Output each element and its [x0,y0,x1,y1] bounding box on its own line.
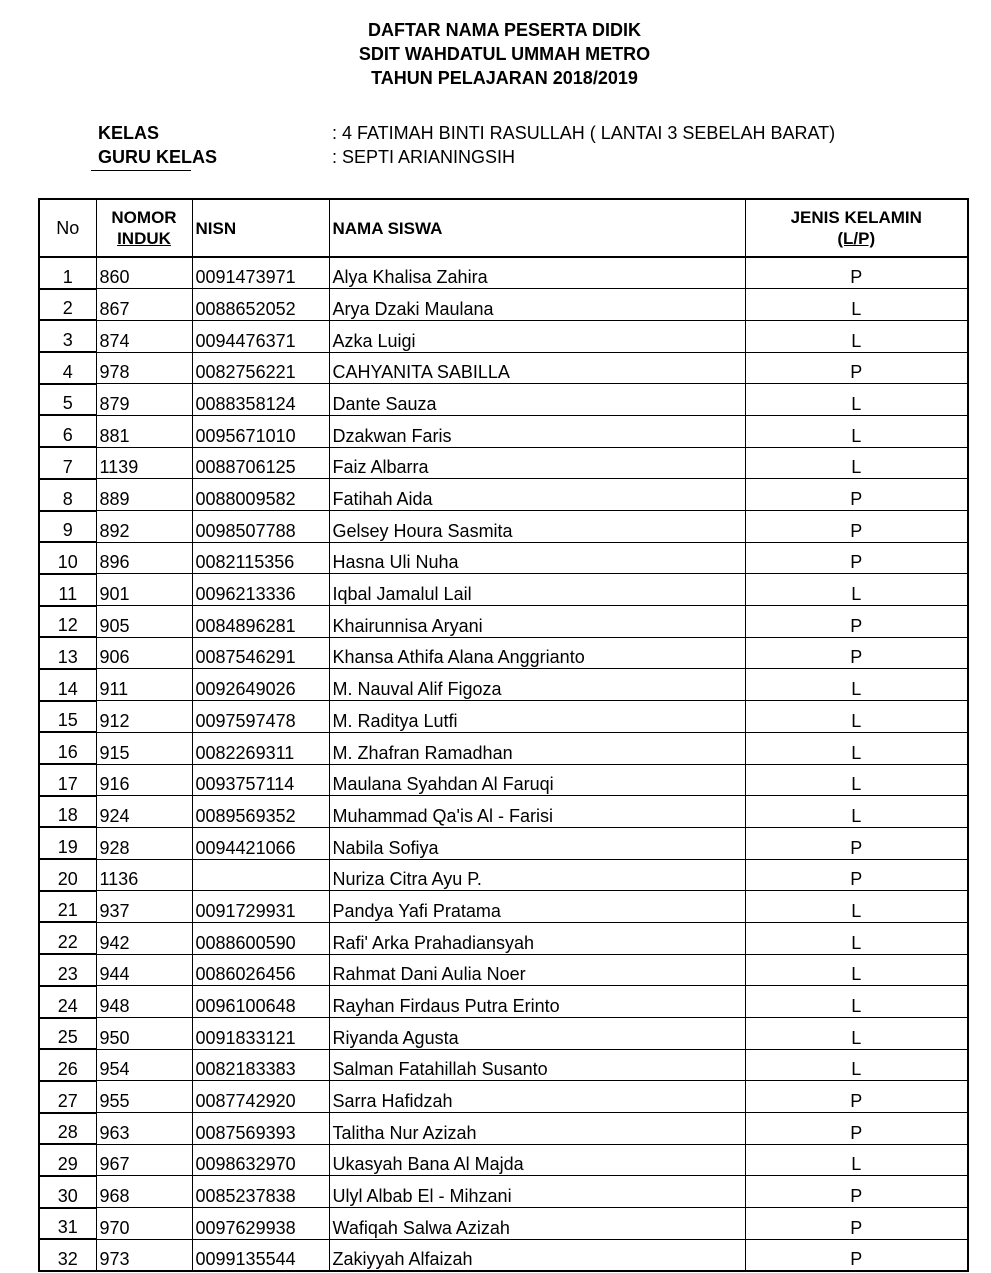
cell-nama-siswa: Maulana Syahdan Al Faruqi [329,764,745,796]
cell-jenis-kelamin: L [745,1049,968,1081]
cell-nomor-induk: 928 [96,827,192,859]
cell-no: 11 [39,574,96,606]
cell-jenis-kelamin: L [745,574,968,606]
table-row [39,542,968,574]
cell-jenis-kelamin: L [745,922,968,954]
cell-no: 14 [39,669,96,701]
header-nomor-line1: NOMOR [111,208,177,227]
cell-nomor-induk: 867 [96,289,192,321]
cell-nisn: 0096213336 [192,574,329,606]
cell-jenis-kelamin: L [745,415,968,447]
cell-no: 1 [39,257,96,289]
cell-no: 19 [39,827,96,859]
cell-nomor-induk: 901 [96,574,192,606]
cell-nama-siswa: Nabila Sofiya [329,827,745,859]
cell-nomor-induk: 896 [96,542,192,574]
cell-jenis-kelamin: P [745,479,968,511]
cell-no: 13 [39,637,96,669]
header-nama-siswa: NAMA SISWA [329,199,745,257]
cell-nisn: 0082756221 [192,352,329,384]
cell-nomor-induk: 906 [96,637,192,669]
cell-jenis-kelamin: L [745,732,968,764]
table-row [39,257,968,289]
cell-jenis-kelamin: P [745,1239,968,1271]
cell-nama-siswa: Sarra Hafidzah [329,1081,745,1113]
cell-no: 2 [39,289,96,321]
cell-nama-siswa: Alya Khalisa Zahira [329,257,745,289]
table-header-row [39,199,968,257]
cell-no: 16 [39,732,96,764]
cell-nisn: 0088358124 [192,384,329,416]
cell-nama-siswa: Dzakwan Faris [329,415,745,447]
cell-nama-siswa: Pandya Yafi Pratama [329,891,745,923]
table-row [39,289,968,321]
cell-no: 5 [39,384,96,416]
cell-no: 10 [39,542,96,574]
cell-no: 28 [39,1113,96,1145]
cell-jenis-kelamin: P [745,352,968,384]
cell-no: 6 [39,415,96,447]
cell-no: 31 [39,1208,96,1240]
header-nomor-line2: INDUK [117,229,171,248]
title-line-3: TAHUN PELAJARAN 2018/2019 [371,68,638,88]
cell-nisn: 0088652052 [192,289,329,321]
cell-nisn: 0091729931 [192,891,329,923]
cell-nomor-induk: 963 [96,1113,192,1145]
cell-nomor-induk: 955 [96,1081,192,1113]
table-row [39,606,968,638]
cell-nisn: 0099135544 [192,1239,329,1271]
cell-nomor-induk: 881 [96,415,192,447]
cell-nomor-induk: 948 [96,986,192,1018]
cell-no: 8 [39,479,96,511]
cell-nama-siswa: Talitha Nur Azizah [329,1113,745,1145]
cell-nama-siswa: Ulyl Albab El - Mihzani [329,1176,745,1208]
table-row [39,1113,968,1145]
cell-jenis-kelamin: P [745,1113,968,1145]
cell-jenis-kelamin: P [745,1081,968,1113]
cell-no: 23 [39,954,96,986]
cell-nisn: 0087569393 [192,1113,329,1145]
cell-nama-siswa: CAHYANITA SABILLA [329,352,745,384]
header-jenis-kelamin [745,199,968,257]
cell-no: 26 [39,1049,96,1081]
cell-nama-siswa: Riyanda Agusta [329,1018,745,1050]
table-row [39,859,968,891]
cell-nama-siswa: Wafiqah Salwa Azizah [329,1208,745,1240]
cell-nomor-induk: 973 [96,1239,192,1271]
cell-nisn: 0087546291 [192,637,329,669]
cell-no: 4 [39,352,96,384]
guru-label-underline [91,170,191,171]
cell-jenis-kelamin: P [745,637,968,669]
cell-jenis-kelamin: P [745,1208,968,1240]
cell-jenis-kelamin: L [745,1144,968,1176]
cell-no: 18 [39,796,96,828]
cell-jenis-kelamin: L [745,764,968,796]
cell-nomor-induk: 889 [96,479,192,511]
table-row [39,922,968,954]
guru-label: GURU KELAS [98,147,218,167]
cell-nisn: 0094421066 [192,827,329,859]
table-row [39,796,968,828]
cell-nomor-induk: 879 [96,384,192,416]
table-row [39,574,968,606]
table-row [39,415,968,447]
cell-no: 27 [39,1081,96,1113]
title-line-2: SDIT WAHDATUL UMMAH METRO [358,44,651,64]
cell-nisn: 0082269311 [192,732,329,764]
header-nomor-induk [96,199,192,257]
table-row [39,1018,968,1050]
cell-jenis-kelamin: P [745,606,968,638]
cell-nama-siswa: Nuriza Citra Ayu P. [329,859,745,891]
cell-jenis-kelamin: L [745,320,968,352]
table-row [39,701,968,733]
table-row [39,384,968,416]
cell-nisn: 0094476371 [192,320,329,352]
cell-nisn: 0082115356 [192,542,329,574]
cell-jenis-kelamin: L [745,796,968,828]
cell-nisn: 0088600590 [192,922,329,954]
cell-no: 17 [39,764,96,796]
table-row [39,732,968,764]
table-row [39,479,968,511]
cell-no: 15 [39,701,96,733]
cell-nama-siswa: Azka Luigi [329,320,745,352]
cell-nisn [192,859,329,891]
cell-nisn: 0098507788 [192,511,329,543]
table-row [39,1208,968,1240]
cell-nisn: 0088009582 [192,479,329,511]
cell-nisn: 0085237838 [192,1176,329,1208]
cell-nomor-induk: 954 [96,1049,192,1081]
cell-nisn: 0093757114 [192,764,329,796]
kelas-label: KELAS [98,123,160,143]
cell-nama-siswa: Rafi' Arka Prahadiansyah [329,922,745,954]
table-row [39,1239,968,1271]
cell-jenis-kelamin: L [745,447,968,479]
cell-nama-siswa: Dante Sauza [329,384,745,416]
table-row [39,511,968,543]
cell-jenis-kelamin: L [745,669,968,701]
cell-nama-siswa: Faiz Albarra [329,447,745,479]
header-jk-line2: (L/P) [837,229,876,248]
table-row [39,954,968,986]
cell-nama-siswa: Khansa Athifa Alana Anggrianto [329,637,745,669]
document-title [0,18,991,90]
table-row [39,637,968,669]
cell-jenis-kelamin: L [745,384,968,416]
cell-jenis-kelamin: L [745,1018,968,1050]
table-row [39,1081,968,1113]
cell-nama-siswa: Arya Dzaki Maulana [329,289,745,321]
cell-no: 22 [39,922,96,954]
table-row [39,986,968,1018]
cell-nama-siswa: Rahmat Dani Aulia Noer [329,954,745,986]
cell-nama-siswa: Ukasyah Bana Al Majda [329,1144,745,1176]
cell-nisn: 0088706125 [192,447,329,479]
cell-nisn: 0091833121 [192,1018,329,1050]
cell-nisn: 0096100648 [192,986,329,1018]
cell-jenis-kelamin: P [745,859,968,891]
cell-nomor-induk: 950 [96,1018,192,1050]
cell-nama-siswa: Zakiyyah Alfaizah [329,1239,745,1271]
cell-no: 29 [39,1144,96,1176]
cell-nisn: 0091473971 [192,257,329,289]
header-no: No [39,199,96,257]
table-row [39,891,968,923]
cell-no: 25 [39,1018,96,1050]
table-body [39,257,968,1271]
cell-nomor-induk: 1139 [96,447,192,479]
cell-nama-siswa: Rayhan Firdaus Putra Erinto [329,986,745,1018]
table-row [39,827,968,859]
cell-jenis-kelamin: L [745,289,968,321]
cell-nama-siswa: Iqbal Jamalul Lail [329,574,745,606]
cell-no: 12 [39,606,96,638]
cell-no: 30 [39,1176,96,1208]
cell-nisn: 0084896281 [192,606,329,638]
cell-no: 24 [39,986,96,1018]
cell-no: 20 [39,859,96,891]
cell-no: 9 [39,511,96,543]
cell-jenis-kelamin: P [745,542,968,574]
cell-jenis-kelamin: L [745,891,968,923]
header-nisn: NISN [192,199,329,257]
cell-nisn: 0095671010 [192,415,329,447]
table-row [39,320,968,352]
table-row [39,1176,968,1208]
cell-nomor-induk: 942 [96,922,192,954]
table-row [39,669,968,701]
cell-nama-siswa: Fatihah Aida [329,479,745,511]
cell-no: 21 [39,891,96,923]
cell-nisn: 0092649026 [192,669,329,701]
student-table [38,198,969,1272]
cell-nomor-induk: 860 [96,257,192,289]
cell-jenis-kelamin: P [745,827,968,859]
cell-nama-siswa: Muhammad Qa'is Al - Farisi [329,796,745,828]
header-jk-line1: JENIS KELAMIN [790,208,922,227]
cell-no: 7 [39,447,96,479]
cell-nomor-induk: 892 [96,511,192,543]
cell-jenis-kelamin: P [745,1176,968,1208]
cell-nisn: 0087742920 [192,1081,329,1113]
cell-nomor-induk: 970 [96,1208,192,1240]
cell-nomor-induk: 912 [96,701,192,733]
table-row [39,447,968,479]
cell-nomor-induk: 967 [96,1144,192,1176]
cell-nisn: 0097597478 [192,701,329,733]
table-row [39,352,968,384]
kelas-value: : 4 FATIMAH BINTI RASULLAH ( LANTAI 3 SEBELAH BARAT) [332,123,836,143]
table-row [39,1144,968,1176]
cell-jenis-kelamin: P [745,511,968,543]
cell-nama-siswa: Salman Fatahillah Susanto [329,1049,745,1081]
cell-nomor-induk: 916 [96,764,192,796]
cell-nisn: 0098632970 [192,1144,329,1176]
cell-no: 3 [39,320,96,352]
cell-nisn: 0082183383 [192,1049,329,1081]
cell-jenis-kelamin: L [745,701,968,733]
cell-nomor-induk: 905 [96,606,192,638]
cell-jenis-kelamin: P [745,257,968,289]
cell-nomor-induk: 937 [96,891,192,923]
table-row [39,764,968,796]
cell-nama-siswa: M. Zhafran Ramadhan [329,732,745,764]
table-row [39,1049,968,1081]
cell-nama-siswa: Khairunnisa Aryani [329,606,745,638]
cell-nama-siswa: M. Raditya Lutfi [329,701,745,733]
cell-nomor-induk: 1136 [96,859,192,891]
cell-nomor-induk: 944 [96,954,192,986]
cell-nomor-induk: 924 [96,796,192,828]
cell-nomor-induk: 874 [96,320,192,352]
cell-nisn: 0089569352 [192,796,329,828]
cell-nisn: 0097629938 [192,1208,329,1240]
cell-no: 32 [39,1239,96,1271]
cell-nisn: 0086026456 [192,954,329,986]
cell-nama-siswa: Hasna Uli Nuha [329,542,745,574]
cell-nomor-induk: 968 [96,1176,192,1208]
cell-nama-siswa: Gelsey Houra Sasmita [329,511,745,543]
cell-nomor-induk: 915 [96,732,192,764]
guru-value: : SEPTI ARIANINGSIH [332,147,516,167]
cell-nomor-induk: 911 [96,669,192,701]
cell-jenis-kelamin: L [745,954,968,986]
cell-jenis-kelamin: L [745,986,968,1018]
cell-nama-siswa: M. Nauval Alif Figoza [329,669,745,701]
cell-nomor-induk: 978 [96,352,192,384]
title-line-1: DAFTAR NAMA PESERTA DIDIK [368,20,641,40]
